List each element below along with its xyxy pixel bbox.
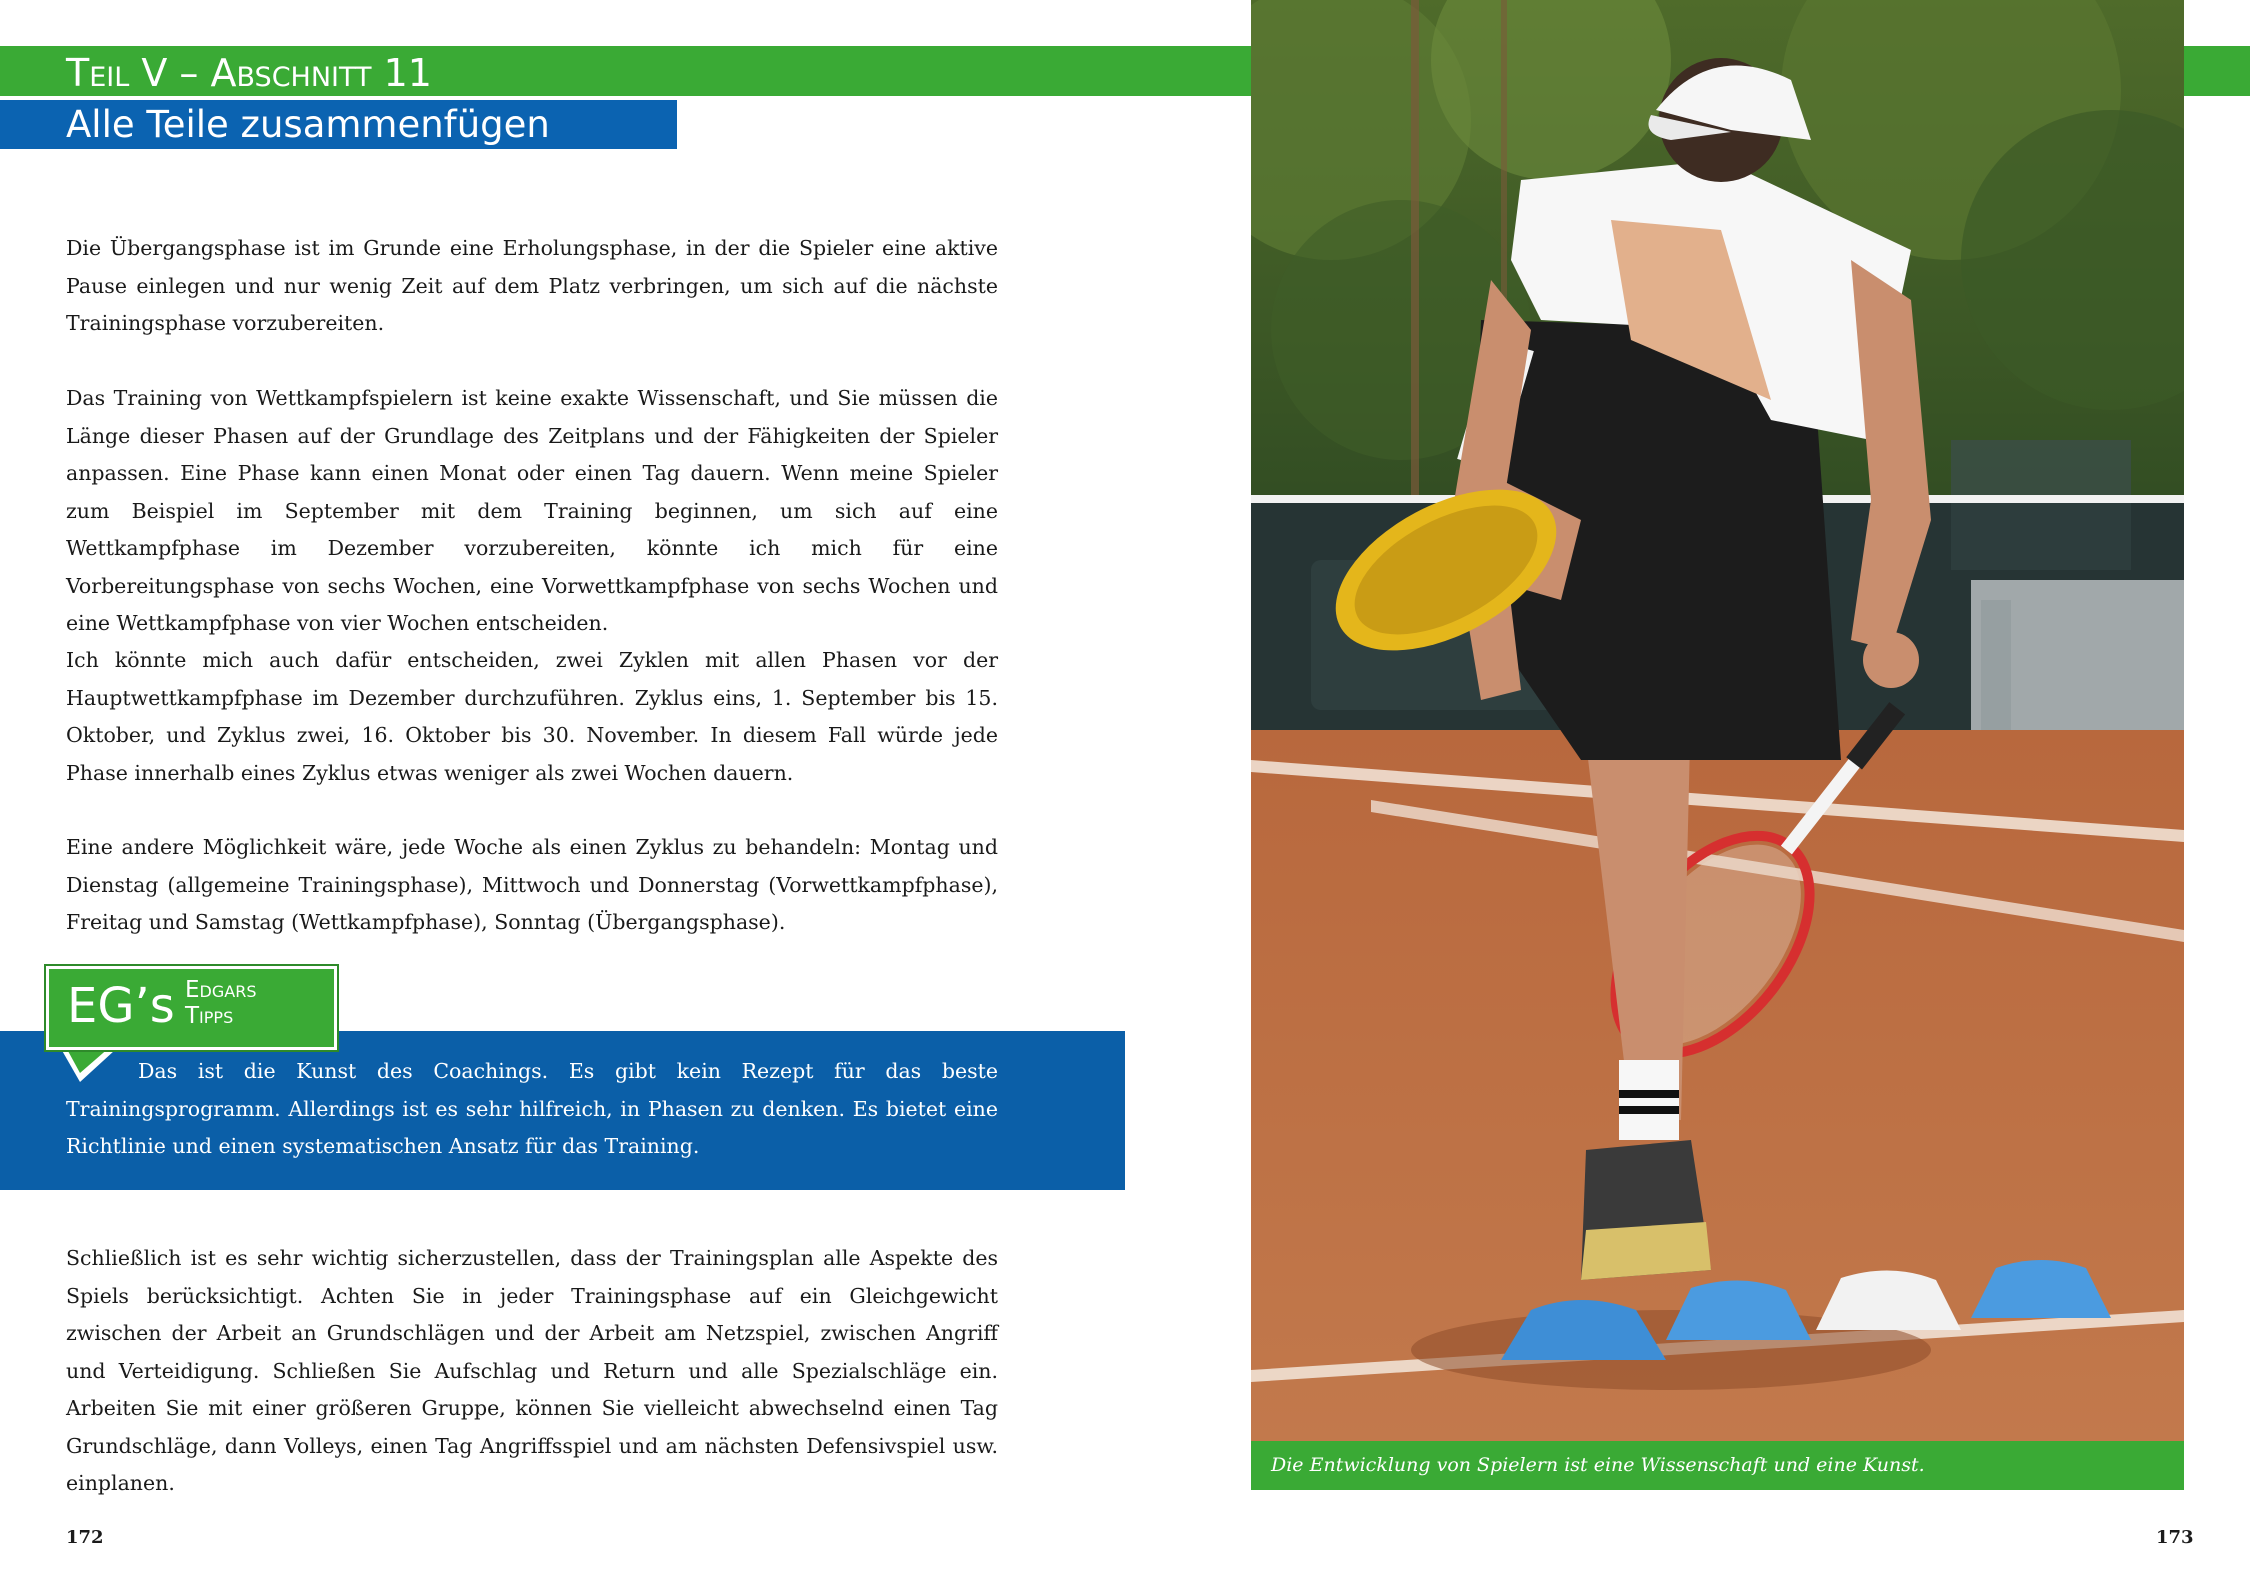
body-paragraph-4: Eine andere Möglichkeit wäre, jede Woche als einen Zyklus zu behandeln: Montag und Dienstag (allgemeine Trainingsphase), Mittwoch und Donnerstag (Vorwettkampfphase), Freitag und Samstag (Wettkampfphase), Sonntag (Übergangsphase). xyxy=(66,835,998,934)
tip-badge xyxy=(46,966,337,1050)
tennis-photo-illustration xyxy=(1251,0,2184,1441)
body-paragraph-3: Ich könnte mich auch dafür entscheiden, zwei Zyklen mit allen Phasen vor der Hauptwettkampfphase im Dezember durchzuführen. Zyklus eins, 1. September bis 15. Oktober, und Zyklus zwei, 16. Oktober bis 30. November. In diesem Fall würde jede Phase innerhalb eines Zyklus etwas weniger als zwei Wochen dauern. xyxy=(66,648,998,785)
photo-caption: Die Entwicklung von Spielern ist eine Wissenschaft und eine Kunst. xyxy=(1271,1454,1925,1476)
section-header-band-right xyxy=(2184,46,2250,96)
tip-badge-initials: EG’s xyxy=(67,978,175,1034)
page-number-left: 172 xyxy=(66,1527,104,1548)
body-paragraph-2: Das Training von Wettkampfspielern ist keine exakte Wissenschaft, und Sie müssen die Länge dieser Phasen auf der Grundlage des Zeitplans und der Fähigkeiten der Spieler anpassen. Eine Phase kann einen Monat oder einen Tag dauern. Wenn meine Spieler zum Beispiel im September mit dem Training beginnen, um sich auf eine Wettkampfphase im Dezember vorzubereiten, könnte ich mich für eine Vorbereitungsphase von sechs Wochen, eine Vorwettkampfphase von sechs Wochen und eine Wettkampfphase von vier Wochen entscheiden. xyxy=(66,386,998,635)
tip-badge-label-line2: Tipps xyxy=(185,1003,234,1029)
photo-caption-band xyxy=(1251,1441,2184,1490)
tip-badge-label-line1: Edgars xyxy=(185,977,257,1003)
section-title: Teil V – Abschnitt 11 xyxy=(66,51,432,95)
tip-text: Das ist die Kunst des Coachings. Es gibt kein Rezept für das beste Trainingsprogramm. Allerdings ist es sehr hilfreich, in Phasen zu denken. Es bietet eine Richtlinie und einen systematischen Ansatz für das Training. xyxy=(66,1059,998,1158)
chapter-title: Alle Teile zusammenfügen xyxy=(66,103,550,146)
tip-badge-label xyxy=(185,977,256,1029)
tennis-photo xyxy=(1251,0,2184,1441)
body-paragraph-1: Die Übergangsphase ist im Grunde eine Erholungsphase, in der die Spieler eine aktive Pause einlegen und nur wenig Zeit auf dem Platz verbringen, um sich auf die nächste Trainingsphase vorzubereiten. xyxy=(66,236,998,335)
page-number-right: 173 xyxy=(2156,1527,2194,1548)
body-paragraph-5: Schließlich ist es sehr wichtig sicherzustellen, dass der Trainingsplan alle Aspekte des Spiels berücksichtigt. Achten Sie in jeder Trainingsphase auf ein Gleichgewicht zwischen der Arbeit an Grundschlägen und der Arbeit am Netzspiel, zwischen Angriff und Verteidigung. Schließen Sie Aufschlag und Return und alle Spezialschläge ein. Arbeiten Sie mit einer größeren Gruppe, können Sie vielleicht abwechselnd einen Tag Grundschläge, dann Volleys, einen Tag Angriffsspiel und am nächsten Defensivspiel usw. einplanen. xyxy=(66,1246,998,1495)
